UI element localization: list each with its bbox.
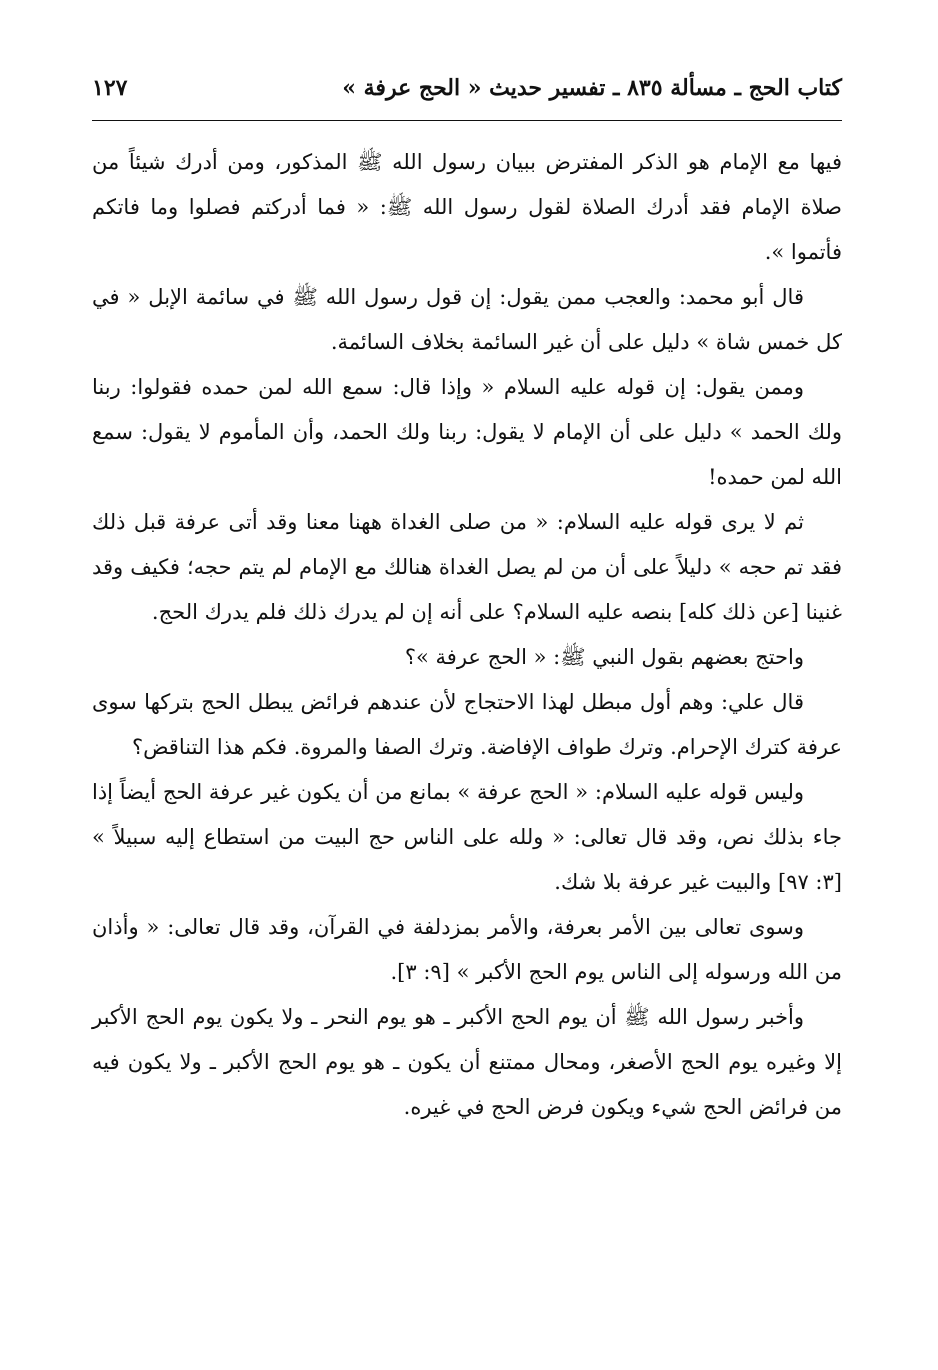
text-body — [92, 140, 842, 1130]
header-rule — [92, 120, 842, 121]
paragraph: وأخبر رسول الله ﷺ أن يوم الحج الأكبر ـ هو يوم النحر ـ ولا يكون يوم الحج الأكبر إلا وغيره يوم الحج الأصغر، ومحال ممتنع أن يكون ـ هو يوم الحج الأكبر ـ ولا يكون فيه من فرائض الحج شيء ويكون فرض الحج في غيره. — [92, 1005, 842, 1119]
paragraph: قال أبو محمد: والعجب ممن يقول: إن قول رسول الله ﷺ في سائمة الإبل « في كل خمس شاة » دليل على أن غير السائمة بخلاف السائمة. — [92, 285, 842, 354]
paragraph: ثم لا يرى قوله عليه السلام: « من صلى الغداة ههنا معنا وقد أتى عرفة قبل ذلك فقد تم حجه » دليلاً على أن من لم يصل الغداة هنالك مع الإمام لم يتم حجه؛ فكيف وقد غنينا [عن ذلك كله] بنصه عليه السلام؟ على أنه إن لم يدرك ذلك فلم يدرك الحج. — [92, 510, 842, 624]
paragraph: واحتج بعضهم بقول النبي ﷺ: « الحج عرفة »؟ — [404, 645, 804, 669]
running-header — [92, 68, 842, 108]
paragraph: وسوى تعالى بين الأمر بعرفة، والأمر بمزدلفة في القرآن، وقد قال تعالى: « وأذان من الله ورسوله إلى الناس يوم الحج الأكبر » [٩: ٣]. — [92, 915, 842, 984]
paragraph: وليس قوله عليه السلام: « الحج عرفة » بمانع من أن يكون غير عرفة الحج أيضاً إذا جاء بذلك نص، وقد قال تعالى: « ولله على الناس حج البيت من استطاع إليه سبيلاً » [٣: ٩٧] والبيت غير عرفة بلا شك. — [92, 780, 842, 894]
page-number: ١٢٧ — [92, 75, 128, 101]
running-title: كتاب الحج ـ مسألة ٨٣٥ ـ تفسير حديث « الحج عرفة » — [342, 75, 842, 101]
paragraph: وممن يقول: إن قوله عليه السلام « وإذا قال: سمع الله لمن حمده فقولوا: ربنا ولك الحمد » دليل على أن الإمام لا يقول: ربنا ولك الحمد، وأن المأموم لا يقول: سمع الله لمن حمده! — [92, 375, 842, 489]
paragraph: قال علي: وهم أول مبطل لهذا الاحتجاج لأن عندهم فرائض يبطل الحج بتركها سوى عرفة كترك الإحرام. وترك طواف الإفاضة. وترك الصفا والمروة. فكم هذا التناقض؟ — [92, 690, 842, 759]
paragraph: فيها مع الإمام هو الذكر المفترض ببيان رسول الله ﷺ المذكور، ومن أدرك شيئاً من صلاة الإمام فقد أدرك الصلاة لقول رسول الله ﷺ: « فما أدركتم فصلوا وما فاتكم فأتموا ». — [92, 150, 842, 264]
